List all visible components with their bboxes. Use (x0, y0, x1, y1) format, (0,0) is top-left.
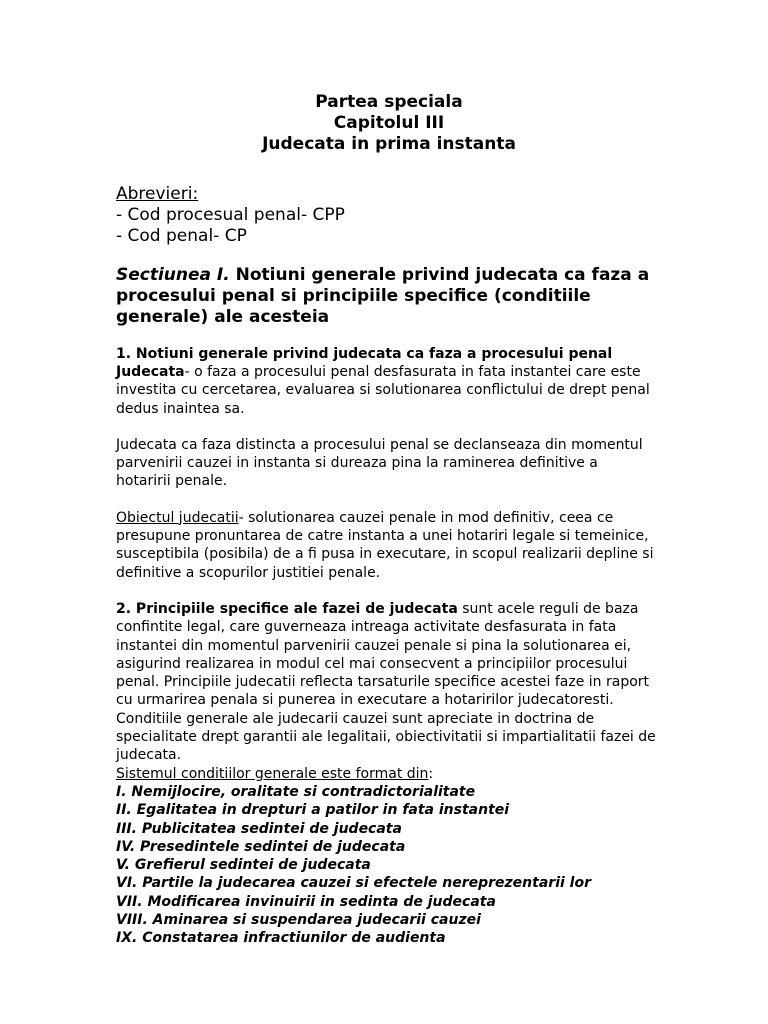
definition-text: - o faza a procesului penal desfasurata in fata instantei care este investita cu cercetarea, evaluarea si solutionarea conflictului de drept penal dedus inaintea sa. (116, 364, 650, 417)
section-heading (116, 265, 656, 328)
list-item: VIII. Aminarea si suspendarea judecarii cauzei (116, 912, 481, 929)
conditions-list (116, 783, 656, 948)
system-term: Sistemul conditiilor generale este format din (116, 765, 429, 782)
list-item: IV. Presedintele sedintei de judecata (116, 838, 406, 855)
object-text: - solutionarea cauzei penale in mod definitiv, ceea ce presupune pronuntarea de catre instanta a unei hotariri legale si temeinice, susceptibila (posibila) de a fi pusa in executare, in scopul realizarii depline si definitive a scopurilor justitiei penale. (116, 509, 654, 581)
list-item: IX. Constatarea infractiunilor de audienta (116, 930, 446, 947)
principles-paragraph (116, 600, 656, 765)
header-chapter: Capitolul III (333, 113, 445, 133)
object-paragraph (116, 509, 656, 582)
system-line (116, 765, 656, 783)
abbreviation-item: - Cod procesual penal- CPP (116, 205, 345, 225)
document-page (116, 92, 656, 948)
abbreviations-block (116, 184, 656, 247)
list-item: VII. Modificarea invinuirii in sedinta de judecata (116, 893, 496, 910)
subsection-2-heading: 2. Principiile specifice ale fazei de judecata (116, 600, 458, 617)
list-item: I. Nemijlocire, oralitate si contradictorialitate (116, 783, 476, 800)
subsection-1-heading: 1. Notiuni generale privind judecata ca faza a procesului penal (116, 346, 613, 362)
list-item: II. Egalitatea in drepturi a patilor in fata instantei (116, 802, 510, 819)
paragraph-judgment-start: Judecata ca faza distincta a procesului penal se declanseaza din momentul parvenirii cauzei in instanta si dureaza pina la raminerea definitive a hotaririi penale. (116, 436, 643, 490)
object-term: Obiectul judecatii (116, 509, 239, 526)
definition-paragraph (116, 363, 656, 418)
document-header (122, 92, 656, 155)
list-item: VI. Partile la judecarea cauzei si efectele nereprezentarii lor (116, 875, 591, 892)
header-part: Partea speciala (315, 92, 463, 112)
definition-term: Judecata (116, 364, 185, 380)
header-chapter-title: Judecata in prima instanta (262, 134, 516, 154)
system-colon: : (428, 765, 434, 782)
section-title-text: Notiuni generale privind judecata ca faza a procesului penal si principiile specifice (conditiile generale) ale acesteia (116, 265, 650, 327)
list-item: III. Publicitatea sedintei de judecata (116, 820, 402, 837)
abbreviation-item: - Cod penal- CP (116, 226, 247, 246)
principles-text: sunt acele reguli de baza confintite legal, care guverneaza intreaga activitate desfasurata in fata instantei din momentul parvenirii cauzei penale si pina la solutionarea ei, asigurind realizarea in modul cel mai consecvent a principiilor procesului penal. Principiile judecatii reflecta tarsaturile specifice acestei faze in raport cu urmarirea penala si punerea in executare a hotaririlor judecatoresti. Conditiile generale ale judecarii cauzei sunt apreciate in doctrina de specialitate drept garantii ale legalitaii, obiectivitatii si impartialitatii fazei de judecata. (116, 600, 656, 764)
list-item: V. Grefierul sedintei de judecata (116, 857, 371, 874)
section-label: Sectiunea I. (116, 265, 230, 285)
abbreviations-title: Abrevieri: (116, 184, 199, 204)
